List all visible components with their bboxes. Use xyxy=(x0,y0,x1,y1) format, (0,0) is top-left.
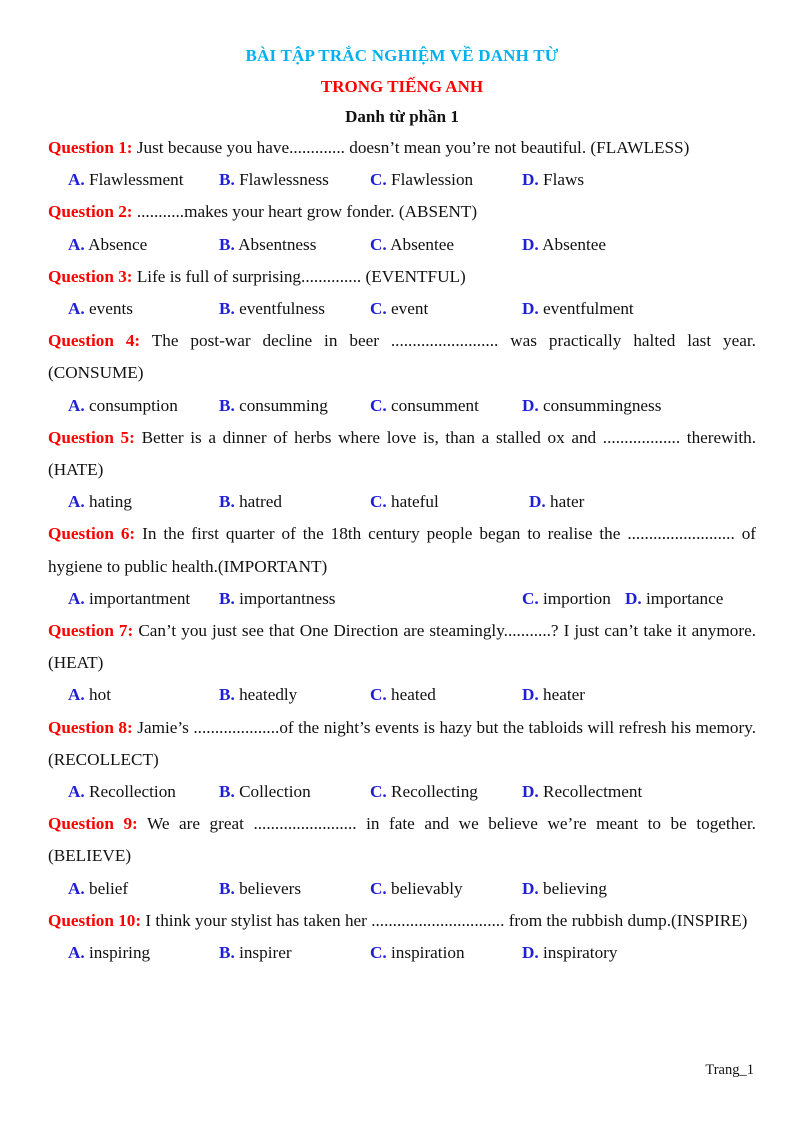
option-letter: C. xyxy=(370,492,387,512)
option-letter: C. xyxy=(370,234,387,254)
option-text: hater xyxy=(550,492,585,512)
option-letter: C. xyxy=(370,298,387,318)
option-text: eventfulness xyxy=(239,298,325,318)
options-row xyxy=(48,583,756,615)
option-text: hot xyxy=(89,685,111,705)
option-text: Flawlessness xyxy=(239,170,329,190)
question-label: Question 5: xyxy=(48,427,135,447)
answer-option[interactable] xyxy=(68,937,150,969)
option-letter: A. xyxy=(68,298,85,318)
answer-option[interactable] xyxy=(522,164,584,196)
option-letter: C. xyxy=(370,942,387,962)
question-label: Question 3: xyxy=(48,266,133,286)
option-text: heater xyxy=(543,685,585,705)
question-6 xyxy=(48,518,756,582)
answer-option[interactable] xyxy=(219,390,328,422)
answer-option[interactable] xyxy=(68,164,184,196)
answer-option[interactable] xyxy=(219,486,282,518)
option-text: consumption xyxy=(89,395,178,415)
answer-option[interactable] xyxy=(370,873,463,905)
option-letter: D. xyxy=(625,588,642,608)
option-letter: C. xyxy=(370,170,387,190)
option-text: hatred xyxy=(239,492,283,512)
question-text: Life is full of surprising.............. (EVENTFUL) xyxy=(136,266,466,286)
question-label: Question 7: xyxy=(48,620,134,640)
question-1 xyxy=(48,132,756,164)
option-text: inspiring xyxy=(89,942,151,962)
option-letter: A. xyxy=(68,588,85,608)
option-text: Recollectment xyxy=(543,781,643,801)
page-title: BÀI TẬP TRẮC NGHIỆM VỀ DANH TỪ xyxy=(245,46,559,65)
option-letter: D. xyxy=(522,395,539,415)
option-letter: A. xyxy=(68,781,85,801)
option-letter: C. xyxy=(370,685,387,705)
option-letter: A. xyxy=(68,395,85,415)
option-text: importantness xyxy=(239,588,336,608)
option-text: heatedly xyxy=(239,685,298,705)
option-letter: D. xyxy=(522,878,539,898)
option-letter: B. xyxy=(219,395,235,415)
answer-option[interactable] xyxy=(522,873,607,905)
option-letter: C. xyxy=(370,395,387,415)
answer-option[interactable] xyxy=(219,293,325,325)
option-letter: A. xyxy=(68,878,85,898)
answer-option[interactable] xyxy=(219,937,292,969)
question-8 xyxy=(48,712,756,776)
question-label: Question 2: xyxy=(48,202,133,222)
option-text: inspiration xyxy=(391,942,465,962)
answer-option[interactable] xyxy=(370,390,479,422)
options-row xyxy=(48,164,756,196)
option-text: Recollection xyxy=(89,781,176,801)
option-letter: B. xyxy=(219,878,235,898)
answer-option[interactable] xyxy=(370,229,454,261)
option-text: Collection xyxy=(239,781,311,801)
answer-option[interactable] xyxy=(529,486,584,518)
answer-option[interactable] xyxy=(219,583,336,615)
answer-option[interactable] xyxy=(68,583,190,615)
option-letter: B. xyxy=(219,942,235,962)
question-2 xyxy=(48,196,756,228)
option-text: Flawlessment xyxy=(89,170,184,190)
option-letter: B. xyxy=(219,298,235,318)
option-letter: D. xyxy=(522,234,539,254)
options-row xyxy=(48,293,756,325)
answer-option[interactable] xyxy=(522,583,611,615)
answer-option[interactable] xyxy=(219,776,311,808)
question-text: The post-war decline in beer ......................... was practically halted last year. (CONSUME) xyxy=(48,331,756,383)
option-text: Absentee xyxy=(542,234,607,254)
option-text: consummingness xyxy=(543,395,662,415)
options-row xyxy=(48,390,756,422)
option-letter: A. xyxy=(68,685,85,705)
question-label: Question 10: xyxy=(48,910,142,930)
option-text: hateful xyxy=(391,492,439,512)
answer-option[interactable] xyxy=(68,679,111,711)
question-text: Better is a dinner of herbs where love is, than a stalled ox and .................. therewith.(HATE) xyxy=(48,427,757,479)
option-letter: A. xyxy=(68,234,85,254)
option-text: events xyxy=(89,298,133,318)
option-letter: A. xyxy=(68,942,85,962)
option-text: importantment xyxy=(89,588,191,608)
answer-option[interactable] xyxy=(68,873,128,905)
answer-option[interactable] xyxy=(625,583,723,615)
option-text: consumming xyxy=(239,395,328,415)
option-letter: B. xyxy=(219,588,235,608)
answer-option[interactable] xyxy=(370,293,428,325)
option-text: believably xyxy=(391,878,463,898)
option-letter: B. xyxy=(219,234,235,254)
option-letter: B. xyxy=(219,685,235,705)
option-text: importion xyxy=(543,588,611,608)
page-subtitle: Danh từ phần 1 xyxy=(345,107,459,126)
question-10 xyxy=(48,905,756,937)
answer-option[interactable] xyxy=(522,229,606,261)
question-text: Can’t you just see that One Direction are steamingly...........? I just can’t take it anymore. (HEAT) xyxy=(48,620,757,673)
option-letter: D. xyxy=(522,170,539,190)
question-label: Question 1: xyxy=(48,138,133,157)
page-number: Trang_1 xyxy=(705,1062,754,1078)
option-letter: B. xyxy=(219,170,235,190)
option-text: heated xyxy=(391,685,436,705)
option-text: eventfulment xyxy=(543,298,634,318)
option-text: consumment xyxy=(391,395,479,415)
option-letter: B. xyxy=(219,781,235,801)
option-letter: D. xyxy=(522,781,539,801)
option-letter: D. xyxy=(522,942,539,962)
option-text: event xyxy=(391,298,429,318)
option-text: Absence xyxy=(88,234,148,254)
answer-option[interactable] xyxy=(522,937,617,969)
question-text: We are great ........................ in fate and we believe we’re meant to be together.(BELIEVE) xyxy=(48,814,756,866)
question-9 xyxy=(48,808,756,872)
option-text: Absentness xyxy=(238,234,317,254)
options-row xyxy=(48,873,756,905)
answer-option[interactable] xyxy=(68,229,147,261)
answer-option[interactable] xyxy=(370,776,478,808)
option-letter: C. xyxy=(522,588,539,608)
options-row xyxy=(48,937,756,969)
option-letter: C. xyxy=(370,781,387,801)
question-3 xyxy=(48,261,756,293)
option-text: belief xyxy=(89,878,129,898)
options-row xyxy=(48,776,756,808)
answer-option[interactable] xyxy=(219,229,316,261)
question-label: Question 9: xyxy=(48,814,138,834)
answer-option[interactable] xyxy=(219,679,297,711)
option-letter: D. xyxy=(522,685,539,705)
question-label: Question 8: xyxy=(48,717,133,737)
answer-option[interactable] xyxy=(219,873,301,905)
option-letter: A. xyxy=(68,492,85,512)
option-text: inspirer xyxy=(239,942,292,962)
answer-option[interactable] xyxy=(370,937,465,969)
answer-option[interactable] xyxy=(522,679,585,711)
option-text: Absentee xyxy=(390,234,455,254)
question-label: Question 6: xyxy=(48,524,136,544)
option-text: believers xyxy=(239,878,302,898)
question-7 xyxy=(48,615,756,679)
answer-option[interactable] xyxy=(370,486,439,518)
option-text: Flawlession xyxy=(391,170,474,190)
question-text: Jamie’s ....................of the night’s events is hazy but the tabloids will refresh his memory. (RECOLLECT) xyxy=(48,717,756,769)
option-text: believing xyxy=(543,878,607,898)
option-text: hating xyxy=(89,492,132,512)
answer-option[interactable] xyxy=(370,164,473,196)
options-row xyxy=(48,486,756,518)
option-text: inspiratory xyxy=(543,942,618,962)
answer-option[interactable] xyxy=(370,679,436,711)
answer-option[interactable] xyxy=(68,390,178,422)
answer-option[interactable] xyxy=(68,776,176,808)
answer-option[interactable] xyxy=(522,776,642,808)
question-4 xyxy=(48,325,756,389)
answer-option[interactable] xyxy=(68,486,132,518)
question-text: I think your stylist has taken her ............................... from the rubbish dump.(INSPIRE) xyxy=(145,910,748,930)
question-text: In the first quarter of the 18th century people began to realise the ......................... of hygiene to public health.(IMPORTANT) xyxy=(48,524,757,576)
options-row xyxy=(48,229,756,261)
option-text: importance xyxy=(646,588,724,608)
answer-option[interactable] xyxy=(68,293,133,325)
answer-option[interactable] xyxy=(219,164,329,196)
options-row xyxy=(48,679,756,711)
question-5 xyxy=(48,422,756,486)
option-text: Recollecting xyxy=(391,781,478,801)
question-text: ...........makes your heart grow fonder. (ABSENT) xyxy=(136,202,478,222)
question-text: Just because you have............. doesn’t mean you’re not beautiful. (FLAWLESS) xyxy=(136,138,690,157)
question-list xyxy=(48,132,756,969)
question-label: Question 4: xyxy=(48,331,141,351)
option-letter: B. xyxy=(219,492,235,512)
answer-option[interactable] xyxy=(522,390,661,422)
option-letter: A. xyxy=(68,170,85,190)
option-letter: D. xyxy=(529,492,546,512)
answer-option[interactable] xyxy=(522,293,634,325)
worksheet-page xyxy=(48,44,756,969)
option-letter: C. xyxy=(370,878,387,898)
option-text: Flaws xyxy=(543,170,585,190)
page-title-line2: TRONG TIẾNG ANH xyxy=(320,77,484,96)
option-letter: D. xyxy=(522,298,539,318)
